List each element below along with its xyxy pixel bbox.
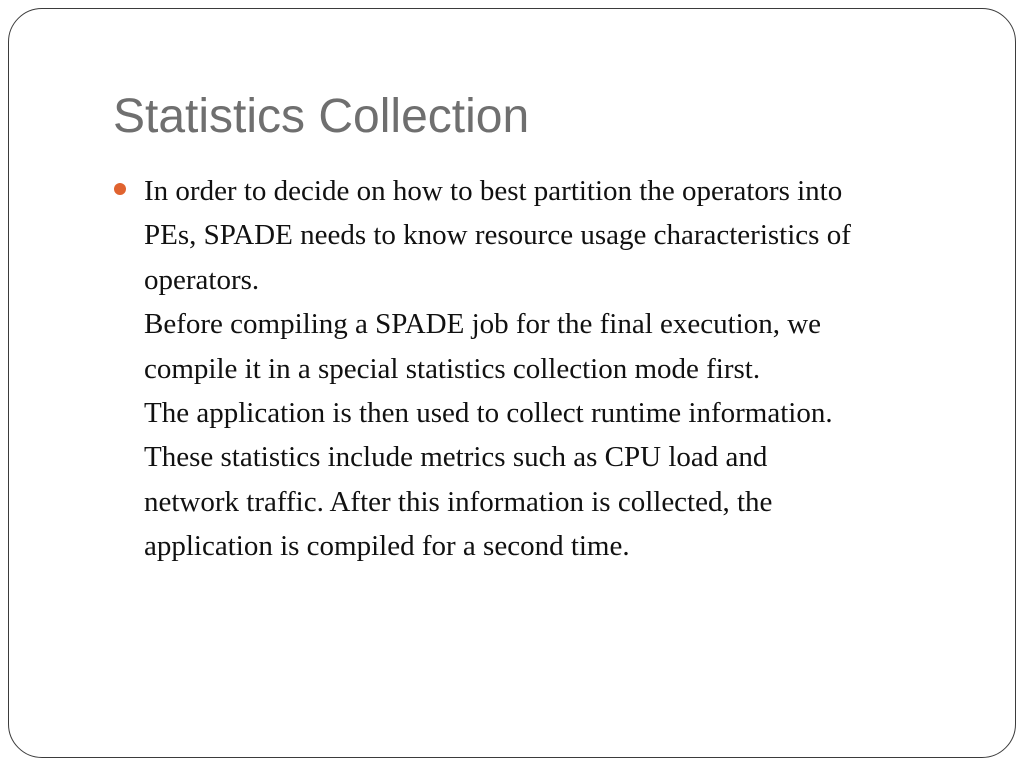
bullet-item — [113, 169, 973, 569]
bullet-line-6: The application is then used to collect runtime information. — [144, 397, 833, 430]
bullet-line-9: application is compiled for a second time. — [144, 530, 630, 563]
bullet-line-2: PEs, SPADE needs to know resource usage characteristics of — [144, 219, 851, 252]
bullet-line-7: These statistics include metrics such as CPU load and — [144, 441, 768, 474]
bullet-text — [144, 169, 973, 569]
slide-content — [113, 169, 973, 569]
bullet-line-8: network traffic. After this information is collected, the — [144, 485, 773, 518]
bullet-line-1: In order to decide on how to best partition the operators into — [144, 175, 843, 207]
slide-frame — [8, 8, 1016, 758]
bullet-dot-icon — [114, 183, 126, 195]
bullet-line-3: operators. — [144, 263, 260, 296]
slide-title: Statistics Collection — [113, 90, 530, 143]
bullet-line-5: compile it in a special statistics collection mode first. — [144, 352, 761, 385]
bullet-line-4: Before compiling a SPADE job for the final execution, we — [144, 308, 822, 341]
